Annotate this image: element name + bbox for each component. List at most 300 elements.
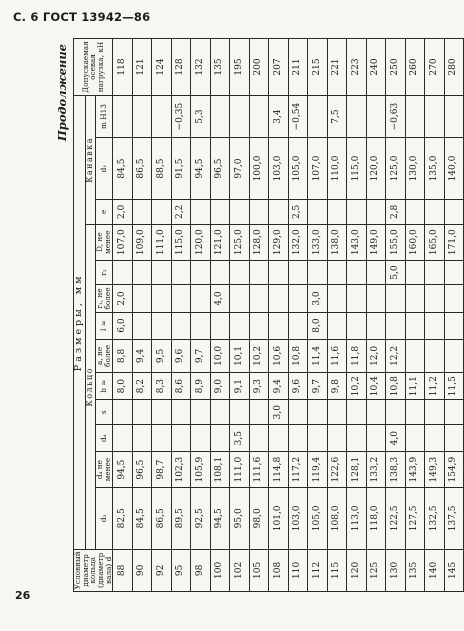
cell-a <box>444 339 464 373</box>
cell-e: 2,5 <box>288 199 308 224</box>
cell-D: 133,0 <box>308 224 328 260</box>
cell-e <box>308 199 328 224</box>
cell-D: 128,0 <box>249 224 269 260</box>
cell-b: 10,4 <box>366 373 386 400</box>
cell-d3: 127,5 <box>405 487 425 549</box>
table-row <box>113 39 133 592</box>
cell-s <box>210 400 230 425</box>
cell-l <box>230 312 250 339</box>
cell-d5 <box>366 425 386 452</box>
cell-d1-dev: −0,54 <box>288 95 308 137</box>
cell-r1: 4,0 <box>210 285 230 312</box>
cell-d3: 108,0 <box>327 487 347 549</box>
cell-r2 <box>308 260 328 285</box>
cell-s: 3,0 <box>269 400 289 425</box>
cell-d1: 105,0 <box>288 138 308 200</box>
cell-r2 <box>191 260 211 285</box>
cell-b: 9,1 <box>230 373 250 400</box>
cell-d4: 102,3 <box>171 452 191 488</box>
cell-a <box>405 339 425 373</box>
cell-d4: 111,6 <box>249 452 269 488</box>
cell-r1 <box>191 285 211 312</box>
cell-d5 <box>269 425 289 452</box>
cell-b: 8,9 <box>191 373 211 400</box>
cell-s <box>347 400 367 425</box>
cell-d5 <box>113 425 133 452</box>
cell-d3: 122,5 <box>386 487 406 549</box>
cell-b: 8,6 <box>171 373 191 400</box>
cell-b: 9,4 <box>269 373 289 400</box>
cell-D: 115,0 <box>171 224 191 260</box>
cell-d1: 125,0 <box>386 138 406 200</box>
col-b: b ≈ <box>95 373 113 400</box>
cell-d1: 107,0 <box>308 138 328 200</box>
cell-diameter: 135 <box>405 549 425 591</box>
cell-a: 8,8 <box>113 339 133 373</box>
table-row <box>288 39 308 592</box>
cell-a: 11,8 <box>347 339 367 373</box>
cell-load: 211 <box>288 39 308 96</box>
cell-d3: 86,5 <box>152 487 172 549</box>
cell-b: 10,2 <box>347 373 367 400</box>
table-row <box>230 39 250 592</box>
cell-d1: 103,0 <box>269 138 289 200</box>
cell-r1 <box>249 285 269 312</box>
cell-e <box>210 199 230 224</box>
cell-a: 9,4 <box>132 339 152 373</box>
cell-load: 207 <box>269 39 289 96</box>
cell-l <box>132 312 152 339</box>
cell-b: 9,3 <box>249 373 269 400</box>
table-row <box>405 39 425 592</box>
cell-m <box>425 95 445 137</box>
cell-m <box>347 95 367 137</box>
cell-r2 <box>347 260 367 285</box>
cell-d5 <box>308 425 328 452</box>
col-load: Допускаемая осевая нагрузка, кН <box>74 39 113 96</box>
cell-r1 <box>269 285 289 312</box>
cell-d3: 84,5 <box>132 487 152 549</box>
cell-d5 <box>152 425 172 452</box>
cell-d1-dev: −0,35 <box>171 95 191 137</box>
cell-l <box>152 312 172 339</box>
col-r1: r₁, не более <box>95 285 113 312</box>
cell-d3: 92,5 <box>191 487 211 549</box>
cell-m <box>113 95 133 137</box>
col-d4: d₄ не менее <box>95 452 113 488</box>
cell-d1: 94,5 <box>191 138 211 200</box>
cell-d3: 82,5 <box>113 487 133 549</box>
cell-r1 <box>230 285 250 312</box>
cell-diameter: 98 <box>191 549 211 591</box>
cell-l <box>269 312 289 339</box>
cell-diameter: 105 <box>249 549 269 591</box>
cell-d3: 98,0 <box>249 487 269 549</box>
cell-d4: 94,5 <box>113 452 133 488</box>
cell-r2 <box>405 260 425 285</box>
cell-e <box>269 199 289 224</box>
cell-e <box>366 199 386 224</box>
col-r2: r₂ <box>95 260 113 285</box>
cell-r2 <box>366 260 386 285</box>
cell-d5: 3,5 <box>230 425 250 452</box>
cell-d4: 154,9 <box>444 452 464 488</box>
cell-d1: 110,0 <box>327 138 347 200</box>
cell-d4: 119,4 <box>308 452 328 488</box>
cell-d1: 135,0 <box>425 138 445 200</box>
cell-D: 109,0 <box>132 224 152 260</box>
cell-b: 9,6 <box>288 373 308 400</box>
cell-m <box>210 95 230 137</box>
cell-l <box>347 312 367 339</box>
cell-r1 <box>386 285 406 312</box>
cell-r1 <box>347 285 367 312</box>
cell-diameter: 130 <box>386 549 406 591</box>
cell-n: 7,5 <box>327 95 347 137</box>
col-d3: d₃ <box>95 487 113 549</box>
table-row <box>210 39 230 592</box>
cell-D: 155,0 <box>386 224 406 260</box>
cell-d5 <box>347 425 367 452</box>
cell-diameter: 120 <box>347 549 367 591</box>
table-row <box>269 39 289 592</box>
continuation-label: Продолжение <box>55 44 69 142</box>
cell-D: 160,0 <box>405 224 425 260</box>
cell-load: 124 <box>152 39 172 96</box>
cell-l <box>405 312 425 339</box>
cell-D: 129,0 <box>269 224 289 260</box>
cell-diameter: 100 <box>210 549 230 591</box>
table-row <box>444 39 464 592</box>
cell-r1 <box>366 285 386 312</box>
cell-a: 10,8 <box>288 339 308 373</box>
rotated-table-block <box>55 38 459 592</box>
cell-D: 171,0 <box>444 224 464 260</box>
cell-D: 138,0 <box>327 224 347 260</box>
cell-l <box>386 312 406 339</box>
cell-D: 143,0 <box>347 224 367 260</box>
table-row <box>132 39 152 592</box>
cell-n: 5,3 <box>191 95 211 137</box>
cell-diameter: 88 <box>113 549 133 591</box>
cell-diameter: 102 <box>230 549 250 591</box>
cell-r2 <box>152 260 172 285</box>
cell-r2 <box>230 260 250 285</box>
cell-r1 <box>327 285 347 312</box>
cell-r2 <box>132 260 152 285</box>
cell-d1: 120,0 <box>366 138 386 200</box>
cell-l <box>425 312 445 339</box>
cell-d5 <box>210 425 230 452</box>
cell-d1: 115,0 <box>347 138 367 200</box>
table-row <box>191 39 211 592</box>
cell-d3: 95,0 <box>230 487 250 549</box>
cell-a: 10,0 <box>210 339 230 373</box>
cell-r2: 5,0 <box>386 260 406 285</box>
cell-d4: 114,8 <box>269 452 289 488</box>
dimensions-table <box>73 38 464 592</box>
cell-a: 10,2 <box>249 339 269 373</box>
cell-a: 9,6 <box>171 339 191 373</box>
cell-diameter: 95 <box>171 549 191 591</box>
cell-a: 12,2 <box>386 339 406 373</box>
cell-D: 125,0 <box>230 224 250 260</box>
cell-r2 <box>171 260 191 285</box>
cell-a: 10,6 <box>269 339 289 373</box>
cell-d5 <box>132 425 152 452</box>
header-grooves: Канавка <box>85 95 95 224</box>
cell-m <box>405 95 425 137</box>
cell-d5 <box>288 425 308 452</box>
cell-m <box>249 95 269 137</box>
cell-s <box>386 400 406 425</box>
cell-m <box>230 95 250 137</box>
cell-d5: 4,0 <box>386 425 406 452</box>
table-row <box>152 39 172 592</box>
cell-b: 9,7 <box>308 373 328 400</box>
cell-d4: 96,5 <box>132 452 152 488</box>
cell-l <box>288 312 308 339</box>
cell-d1: 130,0 <box>405 138 425 200</box>
cell-e <box>327 199 347 224</box>
cell-d4: 133,2 <box>366 452 386 488</box>
cell-r2 <box>113 260 133 285</box>
cell-diameter: 115 <box>327 549 347 591</box>
cell-diameter: 145 <box>444 549 464 591</box>
cell-d1: 140,0 <box>444 138 464 200</box>
cell-load: 215 <box>308 39 328 96</box>
cell-e <box>425 199 445 224</box>
cell-d3: 89,5 <box>171 487 191 549</box>
cell-s <box>444 400 464 425</box>
header-ring: Кольцо <box>85 224 95 549</box>
cell-r1 <box>425 285 445 312</box>
cell-d4: 98,7 <box>152 452 172 488</box>
cell-m <box>308 95 328 137</box>
col-d5: d₄ <box>95 425 113 452</box>
table-body <box>113 39 464 592</box>
table-row <box>347 39 367 592</box>
cell-r1 <box>444 285 464 312</box>
cell-load: 121 <box>132 39 152 96</box>
cell-d1-dev: −0,63 <box>386 95 406 137</box>
cell-d5 <box>405 425 425 452</box>
cell-d1: 97,0 <box>230 138 250 200</box>
cell-d4: 149,3 <box>425 452 445 488</box>
cell-b: 9,8 <box>327 373 347 400</box>
cell-a: 9,5 <box>152 339 172 373</box>
cell-s <box>132 400 152 425</box>
cell-load: 195 <box>230 39 250 96</box>
cell-s <box>366 400 386 425</box>
cell-load: 221 <box>327 39 347 96</box>
cell-l: 8,0 <box>308 312 328 339</box>
cell-s <box>171 400 191 425</box>
cell-d3: 132,5 <box>425 487 445 549</box>
cell-d5 <box>171 425 191 452</box>
table-row <box>386 39 406 592</box>
cell-s <box>230 400 250 425</box>
cell-r2 <box>327 260 347 285</box>
cell-diameter: 110 <box>288 549 308 591</box>
cell-a: 11,4 <box>308 339 328 373</box>
cell-d1: 96,5 <box>210 138 230 200</box>
cell-load: 118 <box>113 39 133 96</box>
cell-r2 <box>425 260 445 285</box>
cell-a: 12,0 <box>366 339 386 373</box>
cell-load: 280 <box>444 39 464 96</box>
cell-d4: 108,1 <box>210 452 230 488</box>
cell-l <box>210 312 230 339</box>
cell-a <box>425 339 445 373</box>
table-row <box>425 39 445 592</box>
cell-load: 260 <box>405 39 425 96</box>
cell-d3: 137,5 <box>444 487 464 549</box>
cell-e: 2,0 <box>113 199 133 224</box>
cell-d3: 105,0 <box>308 487 328 549</box>
page-header: С. 6 ГОСТ 13942—86 <box>13 10 151 24</box>
cell-load: 240 <box>366 39 386 96</box>
cell-D: 121,0 <box>210 224 230 260</box>
table-row <box>171 39 191 592</box>
col-d1: d₁ <box>95 138 113 200</box>
cell-b: 8,3 <box>152 373 172 400</box>
cell-r1 <box>288 285 308 312</box>
header-sizes: Размеры, мм <box>74 95 86 549</box>
cell-r2 <box>288 260 308 285</box>
cell-load: 270 <box>425 39 445 96</box>
cell-load: 128 <box>171 39 191 96</box>
cell-b: 8,2 <box>132 373 152 400</box>
cell-d4: 111,0 <box>230 452 250 488</box>
table-row <box>327 39 347 592</box>
cell-d1: 88,5 <box>152 138 172 200</box>
cell-d4: 128,1 <box>347 452 367 488</box>
cell-d5 <box>327 425 347 452</box>
cell-a: 9,7 <box>191 339 211 373</box>
cell-b: 8,0 <box>113 373 133 400</box>
cell-load: 250 <box>386 39 406 96</box>
cell-e <box>444 199 464 224</box>
cell-m <box>152 95 172 137</box>
cell-load: 132 <box>191 39 211 96</box>
cell-l <box>249 312 269 339</box>
cell-d1: 86,5 <box>132 138 152 200</box>
col-l: l ≈ <box>95 312 113 339</box>
cell-l: 6,0 <box>113 312 133 339</box>
cell-s <box>191 400 211 425</box>
cell-l <box>444 312 464 339</box>
col-s: s <box>95 400 113 425</box>
cell-r2 <box>444 260 464 285</box>
cell-b: 11,1 <box>405 373 425 400</box>
cell-diameter: 125 <box>366 549 386 591</box>
cell-l <box>171 312 191 339</box>
cell-d5 <box>249 425 269 452</box>
cell-r2 <box>269 260 289 285</box>
cell-d4: 117,2 <box>288 452 308 488</box>
cell-m <box>132 95 152 137</box>
cell-diameter: 92 <box>152 549 172 591</box>
cell-r1 <box>405 285 425 312</box>
cell-diameter: 112 <box>308 549 328 591</box>
cell-l <box>366 312 386 339</box>
cell-d4: 143,9 <box>405 452 425 488</box>
cell-m <box>444 95 464 137</box>
cell-s <box>327 400 347 425</box>
cell-a: 11,6 <box>327 339 347 373</box>
cell-b: 10,8 <box>386 373 406 400</box>
cell-r1 <box>171 285 191 312</box>
cell-d1: 84,5 <box>113 138 133 200</box>
col-D: D, не менее <box>95 224 113 260</box>
cell-m: 3,4 <box>269 95 289 137</box>
cell-e <box>132 199 152 224</box>
cell-e <box>347 199 367 224</box>
cell-m <box>366 95 386 137</box>
cell-s <box>249 400 269 425</box>
cell-d3: 94,5 <box>210 487 230 549</box>
cell-s <box>152 400 172 425</box>
cell-D: 165,0 <box>425 224 445 260</box>
cell-load: 223 <box>347 39 367 96</box>
cell-b: 9,0 <box>210 373 230 400</box>
cell-r1 <box>152 285 172 312</box>
cell-e <box>230 199 250 224</box>
col-m: m H13 <box>95 95 113 137</box>
cell-r2 <box>249 260 269 285</box>
cell-D: 111,0 <box>152 224 172 260</box>
cell-D: 107,0 <box>113 224 133 260</box>
cell-d3: 113,0 <box>347 487 367 549</box>
cell-D: 120,0 <box>191 224 211 260</box>
cell-D: 149,0 <box>366 224 386 260</box>
cell-d5 <box>425 425 445 452</box>
cell-s <box>425 400 445 425</box>
cell-d3: 101,0 <box>269 487 289 549</box>
cell-r1 <box>132 285 152 312</box>
cell-d4: 138,3 <box>386 452 406 488</box>
cell-load: 200 <box>249 39 269 96</box>
cell-d1: 100,0 <box>249 138 269 200</box>
cell-r2 <box>210 260 230 285</box>
col-a: a, не более <box>95 339 113 373</box>
cell-d3: 118,0 <box>366 487 386 549</box>
cell-d4: 105,9 <box>191 452 211 488</box>
cell-e <box>249 199 269 224</box>
cell-b: 11,5 <box>444 373 464 400</box>
cell-s <box>113 400 133 425</box>
cell-diameter: 90 <box>132 549 152 591</box>
col-nominal-diameter: Условный диаметр кольца (диаметр вала) d <box>74 549 113 591</box>
cell-d3: 103,0 <box>288 487 308 549</box>
cell-d4: 122,6 <box>327 452 347 488</box>
cell-l <box>327 312 347 339</box>
page-number: 26 <box>15 589 31 602</box>
table-row <box>366 39 386 592</box>
cell-diameter: 140 <box>425 549 445 591</box>
cell-r1: 2,0 <box>113 285 133 312</box>
cell-d5 <box>444 425 464 452</box>
table-row <box>249 39 269 592</box>
cell-e <box>152 199 172 224</box>
cell-d1: 91,5 <box>171 138 191 200</box>
cell-diameter: 108 <box>269 549 289 591</box>
cell-load: 135 <box>210 39 230 96</box>
cell-e: 2,8 <box>386 199 406 224</box>
cell-s <box>308 400 328 425</box>
cell-d5 <box>191 425 211 452</box>
